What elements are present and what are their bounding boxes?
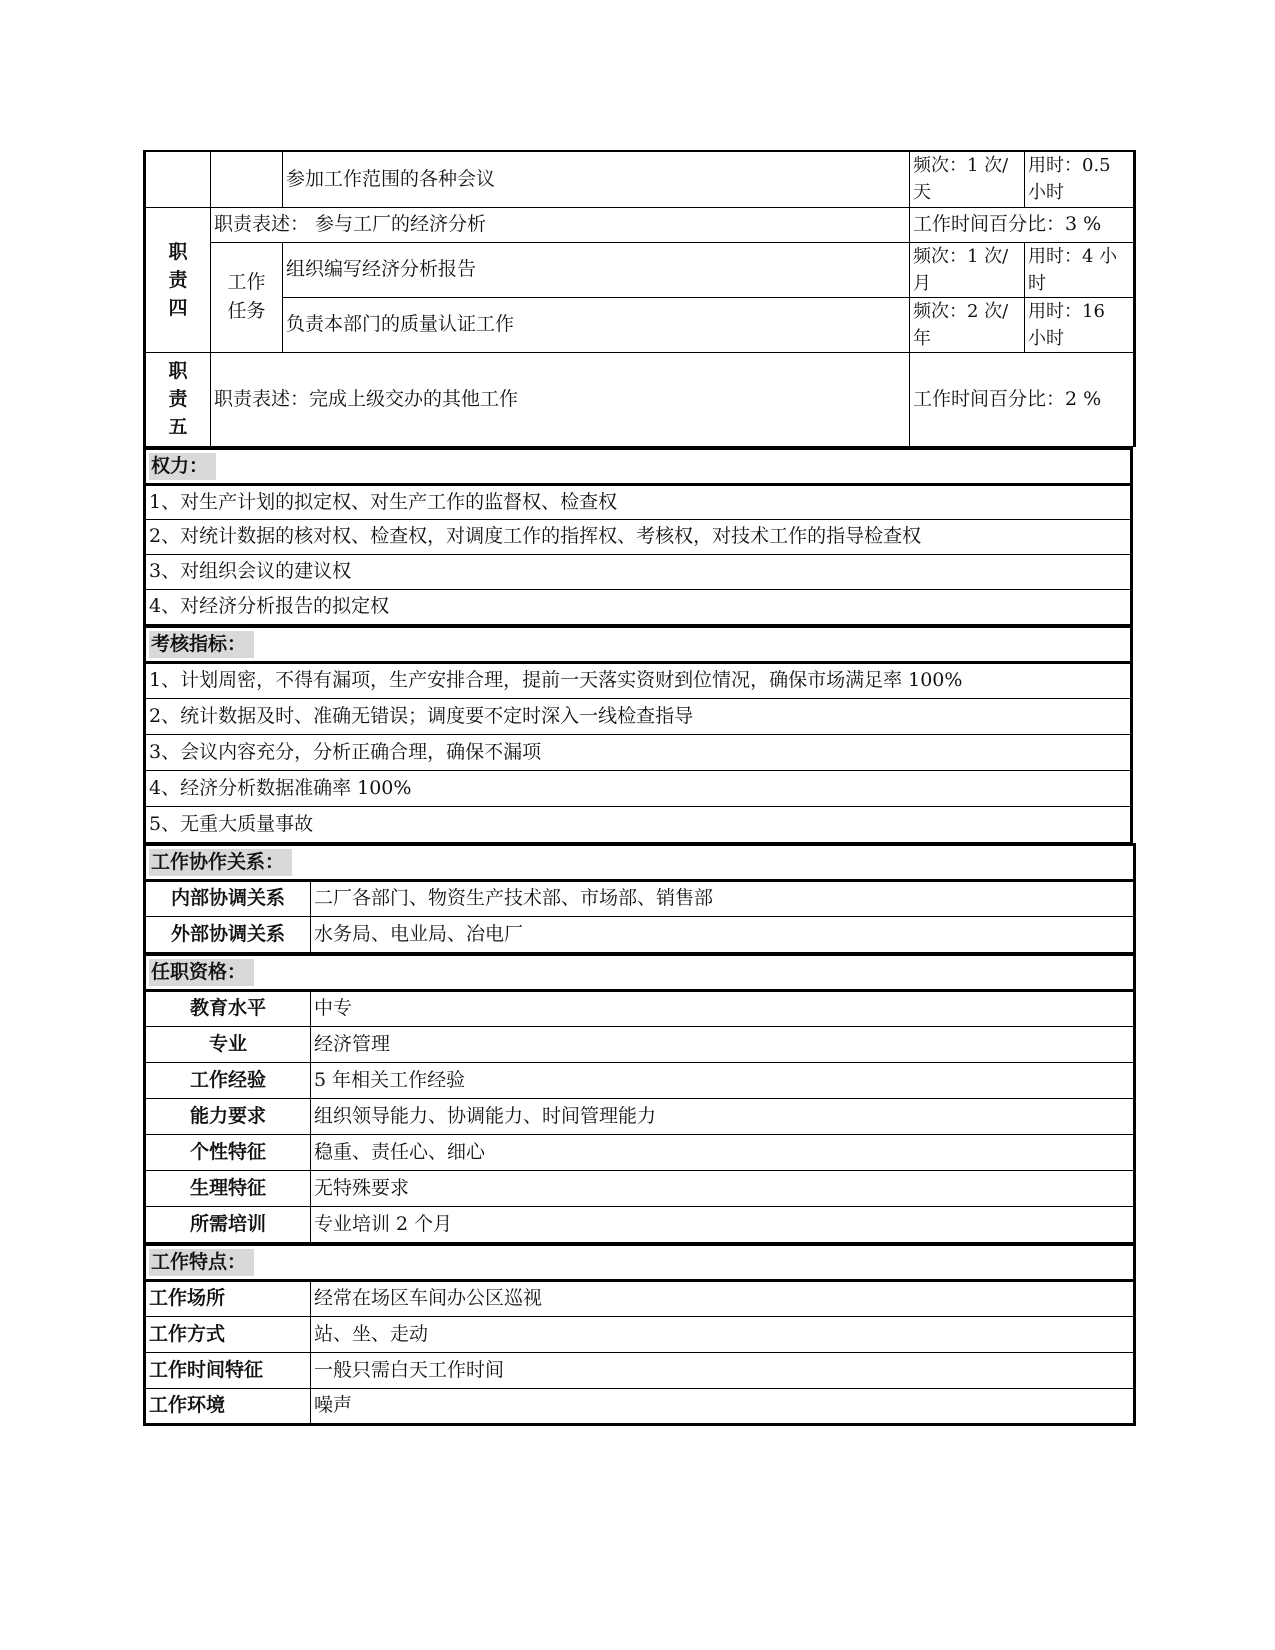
qualification-label: 工作经验 (145, 1062, 311, 1098)
qualification-label: 专业 (145, 1026, 311, 1062)
authority-item: 1、对生产计划的拟定权、对生产工作的监督权、检查权 (145, 484, 1132, 519)
authority-table (143, 447, 1133, 625)
empty-cell (211, 151, 283, 207)
task-duration: 用时：16 小时 (1025, 297, 1135, 352)
qualifications-heading: 任职资格： (145, 954, 1135, 990)
qualification-label: 所需培训 (145, 1206, 311, 1242)
kpi-heading: 考核指标： (145, 626, 1132, 662)
qualification-label: 能力要求 (145, 1098, 311, 1134)
qualification-label: 个性特征 (145, 1134, 311, 1170)
qualifications-table (143, 953, 1136, 1243)
qualification-value: 稳重、责任心、细心 (311, 1134, 1135, 1170)
work-features-heading: 工作特点： (145, 1244, 1135, 1280)
task-text: 参加工作范围的各种会议 (283, 151, 910, 207)
qualification-value: 无特殊要求 (311, 1170, 1135, 1206)
feature-value: 站、坐、走动 (311, 1316, 1135, 1352)
duty4-label: 职 责 四 (145, 207, 211, 352)
duty4-statement-row (145, 207, 1135, 242)
duty5-percent: 工作时间百分比：2 % (910, 352, 1135, 446)
feature-label: 工作时间特征 (145, 1352, 311, 1388)
qualification-value: 专业培训 2 个月 (311, 1206, 1135, 1242)
qualification-value: 5 年相关工作经验 (311, 1062, 1135, 1098)
duty4-task-row (145, 242, 1135, 297)
relations-table (143, 843, 1136, 953)
feature-label: 工作场所 (145, 1280, 311, 1316)
task-text: 组织编写经济分析报告 (283, 242, 910, 297)
feature-label: 工作方式 (145, 1316, 311, 1352)
duty5-label: 职 责 五 (145, 352, 211, 446)
task-frequency: 频次：1 次/ 月 (910, 242, 1025, 297)
authority-item: 2、对统计数据的核对权、检查权，对调度工作的指挥权、考核权，对技术工作的指导检查权 (145, 519, 1132, 554)
qualification-value: 组织领导能力、协调能力、时间管理能力 (311, 1098, 1135, 1134)
task-duration: 用时：0.5 小时 (1025, 151, 1135, 207)
authority-heading: 权力： (145, 448, 1132, 484)
task-frequency: 频次：2 次/ 年 (910, 297, 1025, 352)
relation-value: 水务局、电业局、冶电厂 (311, 916, 1135, 952)
relation-value: 二厂各部门、物资生产技术部、市场部、销售部 (311, 880, 1135, 916)
qualification-value: 中专 (311, 990, 1135, 1026)
kpi-item: 1、计划周密，不得有漏项，生产安排合理，提前一天落实资财到位情况，确保市场满足率 100% (145, 662, 1132, 698)
duty4-statement: 职责表述： 参与工厂的经济分析 (211, 207, 910, 242)
task-duration: 用时：4 小 时 (1025, 242, 1135, 297)
feature-value: 经常在场区车间办公区巡视 (311, 1280, 1135, 1316)
feature-label: 工作环境 (145, 1388, 311, 1424)
job-description-page (143, 150, 1133, 1426)
task-frequency: 频次：1 次/ 天 (910, 151, 1025, 207)
qualification-label: 生理特征 (145, 1170, 311, 1206)
duty4-task-row (145, 297, 1135, 352)
qualification-label: 教育水平 (145, 990, 311, 1026)
empty-cell (145, 151, 211, 207)
qualification-value: 经济管理 (311, 1026, 1135, 1062)
relation-label: 内部协调关系 (145, 880, 311, 916)
duties-table (143, 150, 1136, 447)
task-text: 负责本部门的质量认证工作 (283, 297, 910, 352)
relation-label: 外部协调关系 (145, 916, 311, 952)
duty5-statement: 职责表述：完成上级交办的其他工作 (211, 352, 910, 446)
kpi-item: 4、经济分析数据准确率 100% (145, 770, 1132, 806)
feature-value: 一般只需白天工作时间 (311, 1352, 1135, 1388)
duty4-percent: 工作时间百分比：3 % (910, 207, 1135, 242)
kpi-item: 3、会议内容充分，分析正确合理，确保不漏项 (145, 734, 1132, 770)
duty4-tasks-label: 工作 任务 (211, 242, 283, 352)
relations-heading: 工作协作关系： (145, 844, 1135, 880)
feature-value: 噪声 (311, 1388, 1135, 1424)
authority-item: 4、对经济分析报告的拟定权 (145, 589, 1132, 624)
authority-item: 3、对组织会议的建议权 (145, 554, 1132, 589)
meeting-task-row (145, 151, 1135, 207)
kpi-item: 5、无重大质量事故 (145, 806, 1132, 842)
kpi-table (143, 625, 1133, 843)
work-features-table (143, 1243, 1136, 1426)
duty5-row (145, 352, 1135, 446)
kpi-item: 2、统计数据及时、准确无错误；调度要不定时深入一线检查指导 (145, 698, 1132, 734)
